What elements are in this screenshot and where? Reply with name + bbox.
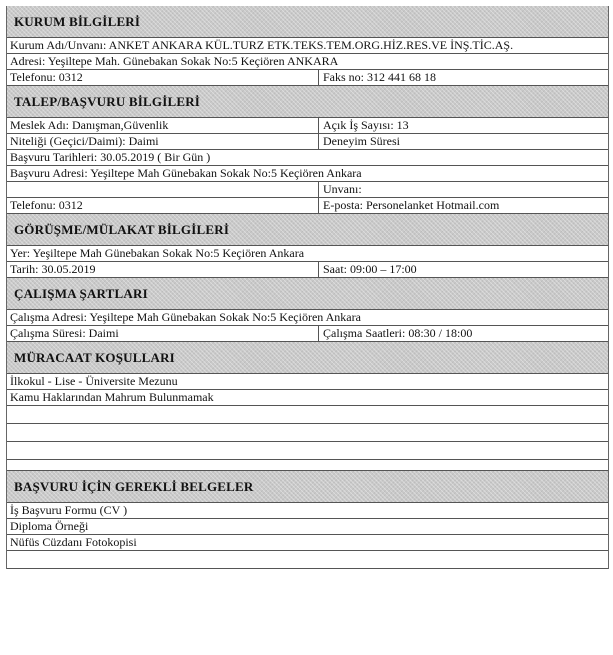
muracaat-blank-row [7, 424, 608, 442]
muracaat-blank-row [7, 442, 608, 460]
calisma-adres: Çalışma Adresi: Yeşiltepe Mah Günebakan Sokak No:5 Keçiören Ankara [10, 310, 361, 324]
calisma-sure: Çalışma Süresi: Daimi [7, 326, 319, 341]
gorusme-saat: Saat: 09:00 – 17:00 [323, 262, 417, 276]
gorusme-yer: Yer: Yeşiltepe Mah Günebakan Sokak No:5 Keçiören Ankara [10, 246, 305, 260]
talep-unvani: Unvanı: [323, 182, 362, 196]
belge-item: Nüfüs Cüzdanı Fotokopisi [10, 535, 137, 549]
calisma-saatler: Çalışma Saatleri: 08:30 / 18:00 [323, 326, 473, 340]
section-header-gorusme: GÖRÜŞME/MÜLAKAT BİLGİLERİ [7, 214, 608, 246]
section-header-talep: TALEP/BAŞVURU BİLGİLERİ [7, 86, 608, 118]
muracaat-blank-row [7, 406, 608, 424]
talep-empty-cell [7, 182, 319, 197]
talep-meslek: Meslek Adı: Danışman,Güvenlik [7, 118, 319, 133]
muracaat-item: Kamu Haklarından Mahrum Bulunmamak [10, 390, 214, 404]
talep-deneyim: Deneyim Süresi [323, 134, 400, 148]
gorusme-tarih: Tarih: 30.05.2019 [7, 262, 319, 277]
kurum-unvan: Kurum Adı/Unvanı: ANKET ANKARA KÜL.TURZ ETK.TEKS.TEM.ORG.HİZ.RES.VE İNŞ.TİC.AŞ. [10, 38, 514, 52]
section-header-calisma: ÇALIŞMA ŞARTLARI [7, 278, 608, 310]
section-header-muracaat: MÜRACAAT KOŞULLARI [7, 342, 608, 374]
talep-telefon: Telefonu: 0312 [7, 198, 319, 213]
kurum-faks: Faks no: 312 441 68 18 [323, 70, 437, 84]
section-header-belgeler: BAŞVURU İÇİN GEREKLİ BELGELER [7, 471, 608, 503]
belge-item: İş Başvuru Formu (CV ) [10, 503, 128, 517]
muracaat-item: İlkokul - Lise - Üniversite Mezunu [10, 374, 178, 388]
section-header-kurum: KURUM BİLGİLERİ [7, 6, 608, 38]
talep-acik-is: Açık İş Sayısı: 13 [323, 118, 409, 132]
kurum-telefon: Telefonu: 0312 [7, 70, 319, 85]
talep-niteligi: Niteliği (Geçici/Daimi): Daimi [7, 134, 319, 149]
talep-adres: Başvuru Adresi: Yeşiltepe Mah Günebakan Sokak No:5 Keçiören Ankara [10, 166, 362, 180]
section-spacer [7, 460, 608, 471]
talep-tarih: Başvuru Tarihleri: 30.05.2019 ( Bir Gün ) [10, 150, 211, 164]
kurum-adres: Adresi: Yeşiltepe Mah. Günebakan Sokak No:5 Keçiören ANKARA [10, 54, 339, 68]
belge-item: Diploma Örneği [10, 519, 89, 533]
talep-eposta: E-posta: Personelanket Hotmail.com [323, 198, 500, 212]
belgeler-blank-row [7, 551, 608, 569]
job-posting-form [6, 6, 609, 569]
